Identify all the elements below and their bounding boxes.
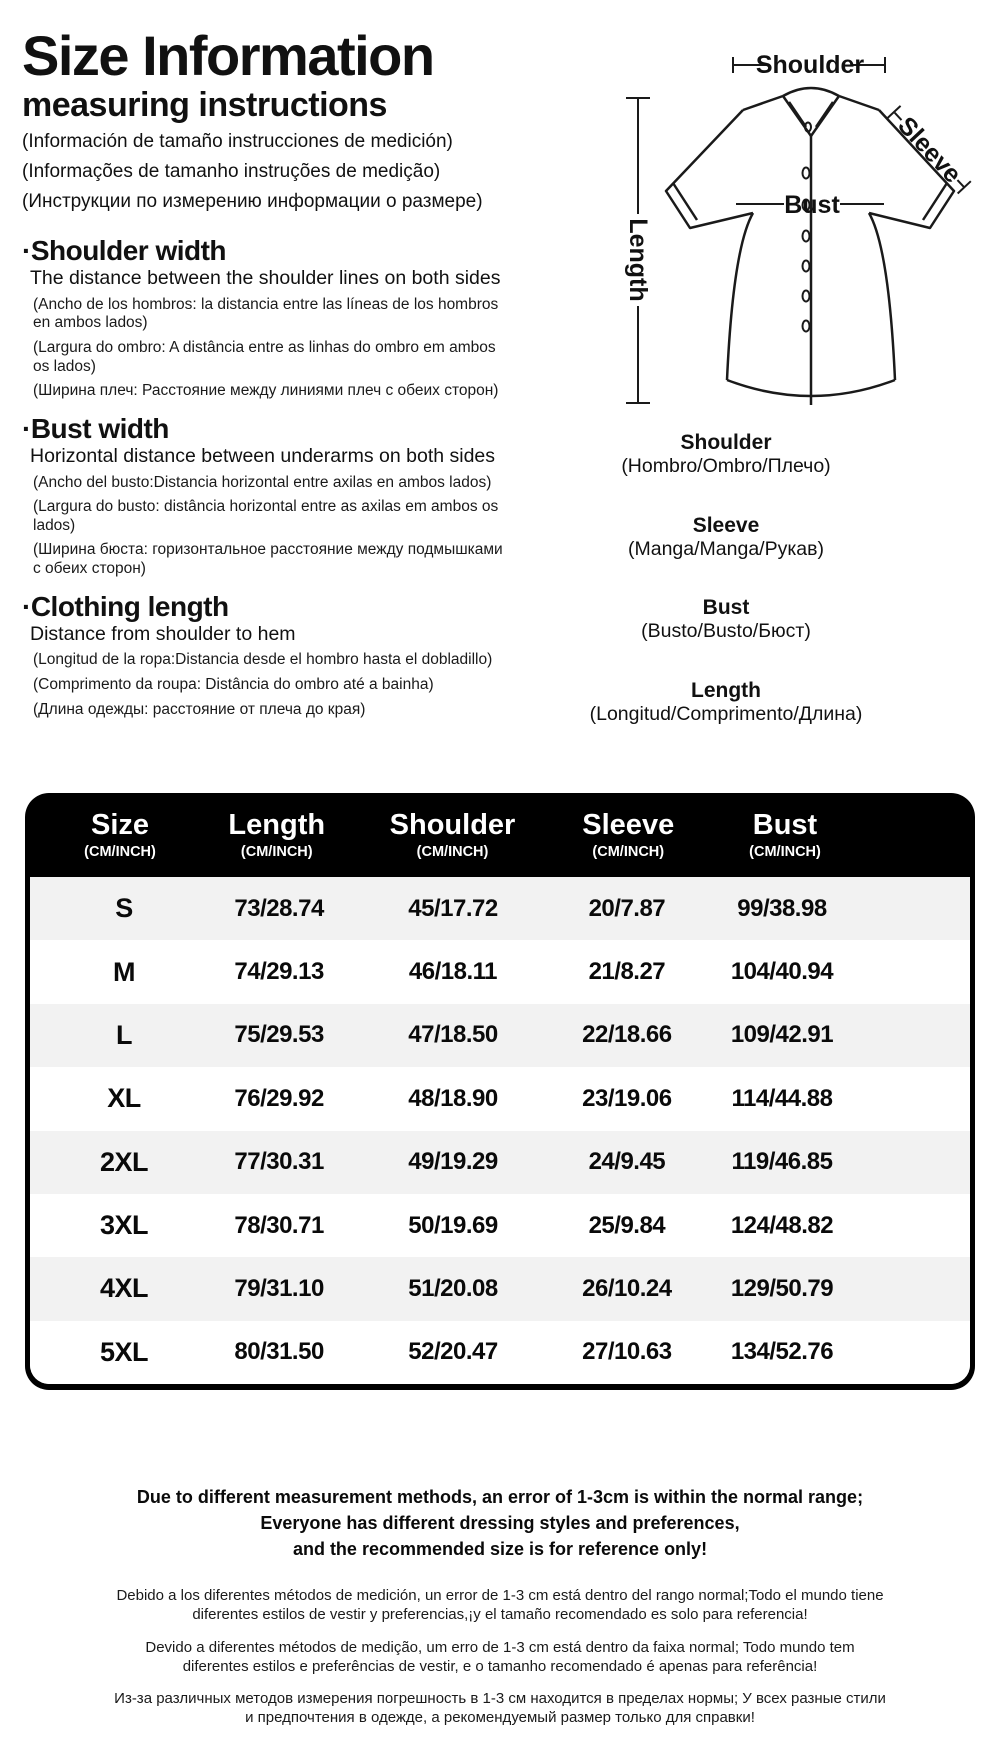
section-clothing-length: [22, 592, 547, 720]
table-row-l: [30, 1004, 970, 1067]
subtitle-translation-ru: (Инструкции по измерению информации о размере): [22, 191, 483, 213]
notice-english: [0, 1484, 1000, 1562]
legend-item-bust: [545, 595, 907, 644]
page-title: Size Information: [22, 24, 434, 87]
section-translation-pt: (Largura do ombro: A distância entre as linhas do ombro em ambos os lados): [33, 339, 496, 375]
column-unit: (CM/INCH): [749, 843, 821, 860]
cell-sleeve: 24/9.45: [588, 1148, 666, 1176]
cell-bust: 114/44.88: [731, 1084, 833, 1112]
column-unit: (CM/INCH): [592, 843, 665, 860]
cell-size: L: [116, 1019, 132, 1050]
cell-shoulder: 50/19.69: [408, 1211, 498, 1239]
section-description: The distance between the shoulder lines on both sides: [30, 267, 501, 290]
column-header-sleeve: [567, 810, 691, 859]
table-row-4xl: [30, 1257, 970, 1320]
legend-term: Length: [691, 678, 761, 702]
notice-line: Everyone has different dressing styles and preferences,: [260, 1513, 740, 1534]
cell-bust: 119/46.85: [731, 1148, 833, 1176]
section-bust-width: [22, 414, 547, 579]
section-shoulder-width: [22, 236, 547, 401]
notice-line: Из-за различных методов измерения погрешность в 1-3 см находится в пределах нормы; У всех разные стили: [114, 1690, 886, 1708]
table-row-5xl: [30, 1321, 970, 1384]
cell-length: 80/31.50: [234, 1338, 324, 1366]
legend-term: Bust: [702, 596, 750, 620]
column-header-size: [25, 810, 215, 859]
table-row-s: [30, 877, 970, 940]
shirt-measurement-diagram: [540, 28, 1000, 420]
cell-shoulder: 51/20.08: [408, 1274, 498, 1302]
cell-bust: 109/42.91: [730, 1021, 834, 1049]
legend-item-shoulder: [545, 430, 907, 479]
cell-bust: 104/40.94: [730, 958, 834, 986]
cell-sleeve: 27/10.63: [582, 1338, 672, 1366]
cell-size: 2XL: [99, 1146, 149, 1177]
notice-line: и предпочтения в одежде, а рекомендуемый размер только для справки!: [245, 1709, 755, 1727]
notice-line: diferentes estilos e preferências de vestir, e o tamanho recomendado é apenas para referência!: [182, 1657, 818, 1675]
cell-shoulder: 46/18.11: [408, 958, 498, 986]
section-title: ·Bust width: [22, 412, 169, 444]
notice-line: Debido a los diferentes métodos de medición, un error de 1-3 cm está dentro del rango normal;Todo el mundo tiene: [116, 1587, 884, 1605]
legend-term: Shoulder: [680, 431, 772, 454]
section-description: Distance from shoulder to hem: [30, 622, 296, 645]
table-row-xl: [30, 1067, 970, 1130]
legend-term: Sleeve: [692, 513, 760, 537]
subtitle-translation-es: (Información de tamaño instrucciones de medición): [22, 131, 453, 153]
legend-translation: (Busto/Busto/Бюст): [641, 620, 811, 643]
cell-bust: 129/50.79: [730, 1274, 834, 1302]
cell-shoulder: 49/19.29: [408, 1148, 498, 1176]
cell-sleeve: 22/18.66: [582, 1021, 672, 1049]
footer-notices: [0, 1484, 1000, 1737]
legend-translation: (Longitud/Comprimento/Длина): [589, 702, 863, 725]
section-translation-ru: (Длина одежды: расстояние от плеча до края): [33, 700, 366, 718]
size-table-header: [25, 793, 975, 877]
notice-line: Due to different measurement methods, an error of 1-3cm is within the normal range;: [136, 1487, 864, 1507]
notice-line: diferentes estilos de vestir y preferencias,¡y el tamaño recomendado es solo para referencia!: [192, 1606, 808, 1624]
cell-shoulder: 52/20.47: [408, 1338, 498, 1366]
table-row-3xl: [30, 1194, 970, 1257]
column-label: Length: [228, 809, 326, 842]
section-translation-ru: (Ширина плеч: Расстояние между линиями плеч с обеих сторон): [33, 382, 499, 400]
cell-length: 77/30.31: [234, 1148, 324, 1176]
cell-sleeve: 20/7.87: [588, 894, 666, 922]
column-header-bust: [690, 810, 880, 859]
section-description: Horizontal distance between underarms on both sides: [30, 445, 496, 468]
table-row-m: [30, 940, 970, 1003]
notice-portuguese: [30, 1638, 970, 1676]
column-label: Size: [90, 809, 150, 842]
cell-length: 75/29.53: [234, 1021, 324, 1049]
section-translation-es: (Ancho de los hombros: la distancia entre las líneas de los hombros en ambos lados): [33, 295, 499, 332]
shirt-buttons: [803, 123, 812, 332]
size-table: [25, 793, 975, 1390]
cell-sleeve: 25/9.84: [588, 1211, 666, 1239]
cell-size: S: [115, 893, 133, 924]
section-translation-pt: (Comprimento da roupa: Distância do ombro até a bainha): [33, 675, 434, 693]
cell-bust: 134/52.76: [730, 1338, 834, 1366]
cell-shoulder: 45/17.72: [408, 894, 498, 922]
diagram-sleeve-label: Sleeve: [892, 111, 967, 189]
column-label: Bust: [752, 809, 818, 842]
cell-shoulder: 47/18.50: [408, 1021, 498, 1049]
column-unit: (CM/INCH): [84, 843, 156, 860]
section-title: ·Clothing length: [22, 590, 229, 622]
section-translation-ru: (Ширина бюста: горизонтальное расстояние между подмышками с обеих сторон): [33, 541, 503, 577]
diagram-sleeve-measure: [884, 102, 975, 196]
column-unit: (CM/INCH): [240, 843, 313, 860]
cell-sleeve: 23/19.06: [582, 1084, 672, 1112]
notice-line: and the recommended size is for reference only!: [292, 1539, 708, 1560]
legend-item-length: [545, 678, 907, 727]
notice-russian: [30, 1689, 970, 1727]
size-table-body: [30, 877, 970, 1384]
legend-item-sleeve: [545, 513, 907, 562]
page-subtitle: measuring instructions: [22, 86, 387, 124]
diagram-bust-label: Bust: [784, 191, 840, 219]
legend-translation: (Manga/Manga/Рукав): [628, 537, 824, 560]
cell-length: 73/28.74: [234, 894, 324, 922]
legend-translation: (Hombro/Ombro/Плечо): [621, 455, 831, 478]
section-translation-pt: (Largura do busto: distância horizontal entre as axilas em ambos os lados): [33, 498, 499, 534]
title-block: [22, 24, 552, 214]
table-row-2xl: [30, 1131, 970, 1194]
cell-size: XL: [107, 1083, 141, 1114]
measurement-sections: [22, 236, 547, 732]
cell-length: 78/30.71: [234, 1211, 324, 1239]
cell-size: M: [113, 956, 135, 987]
notice-line: Devido a diferentes métodos de medição, um erro de 1-3 cm está dentro da faixa normal; Todo mundo tem: [145, 1638, 855, 1656]
cell-sleeve: 21/8.27: [588, 958, 666, 986]
subtitle-translation-pt: (Informações de tamanho instruções de medição): [22, 161, 441, 183]
column-label: Sleeve: [582, 809, 675, 842]
section-title: ·Shoulder width: [22, 235, 227, 266]
cell-size: 4XL: [99, 1273, 149, 1304]
cell-bust: 124/48.82: [730, 1211, 834, 1239]
cell-bust: 99/38.98: [737, 894, 827, 922]
cell-length: 74/29.13: [234, 958, 324, 986]
cell-sleeve: 26/10.24: [582, 1274, 672, 1302]
diagram-shoulder-label: Shoulder: [755, 51, 865, 79]
cell-shoulder: 48/18.90: [408, 1084, 498, 1112]
shirt-diagram-svg: [540, 28, 1000, 420]
cell-size: 3XL: [99, 1210, 149, 1241]
cell-size: 5XL: [99, 1336, 149, 1367]
cell-length: 76/29.92: [234, 1084, 324, 1112]
column-header-length: [215, 810, 339, 859]
column-unit: (CM/INCH): [416, 843, 489, 860]
cell-length: 79/31.10: [234, 1274, 324, 1302]
column-header-shoulder: [339, 810, 567, 859]
diagram-legend: [545, 430, 907, 760]
notice-spanish: [30, 1586, 970, 1624]
section-translation-es: (Longitud de la ropa:Distancia desde el hombro hasta el dobladillo): [33, 651, 493, 669]
section-translation-es: (Ancho del busto:Distancia horizontal entre axilas en ambos lados): [33, 473, 492, 491]
column-label: Shoulder: [389, 809, 516, 842]
diagram-length-label: Length: [624, 218, 652, 302]
